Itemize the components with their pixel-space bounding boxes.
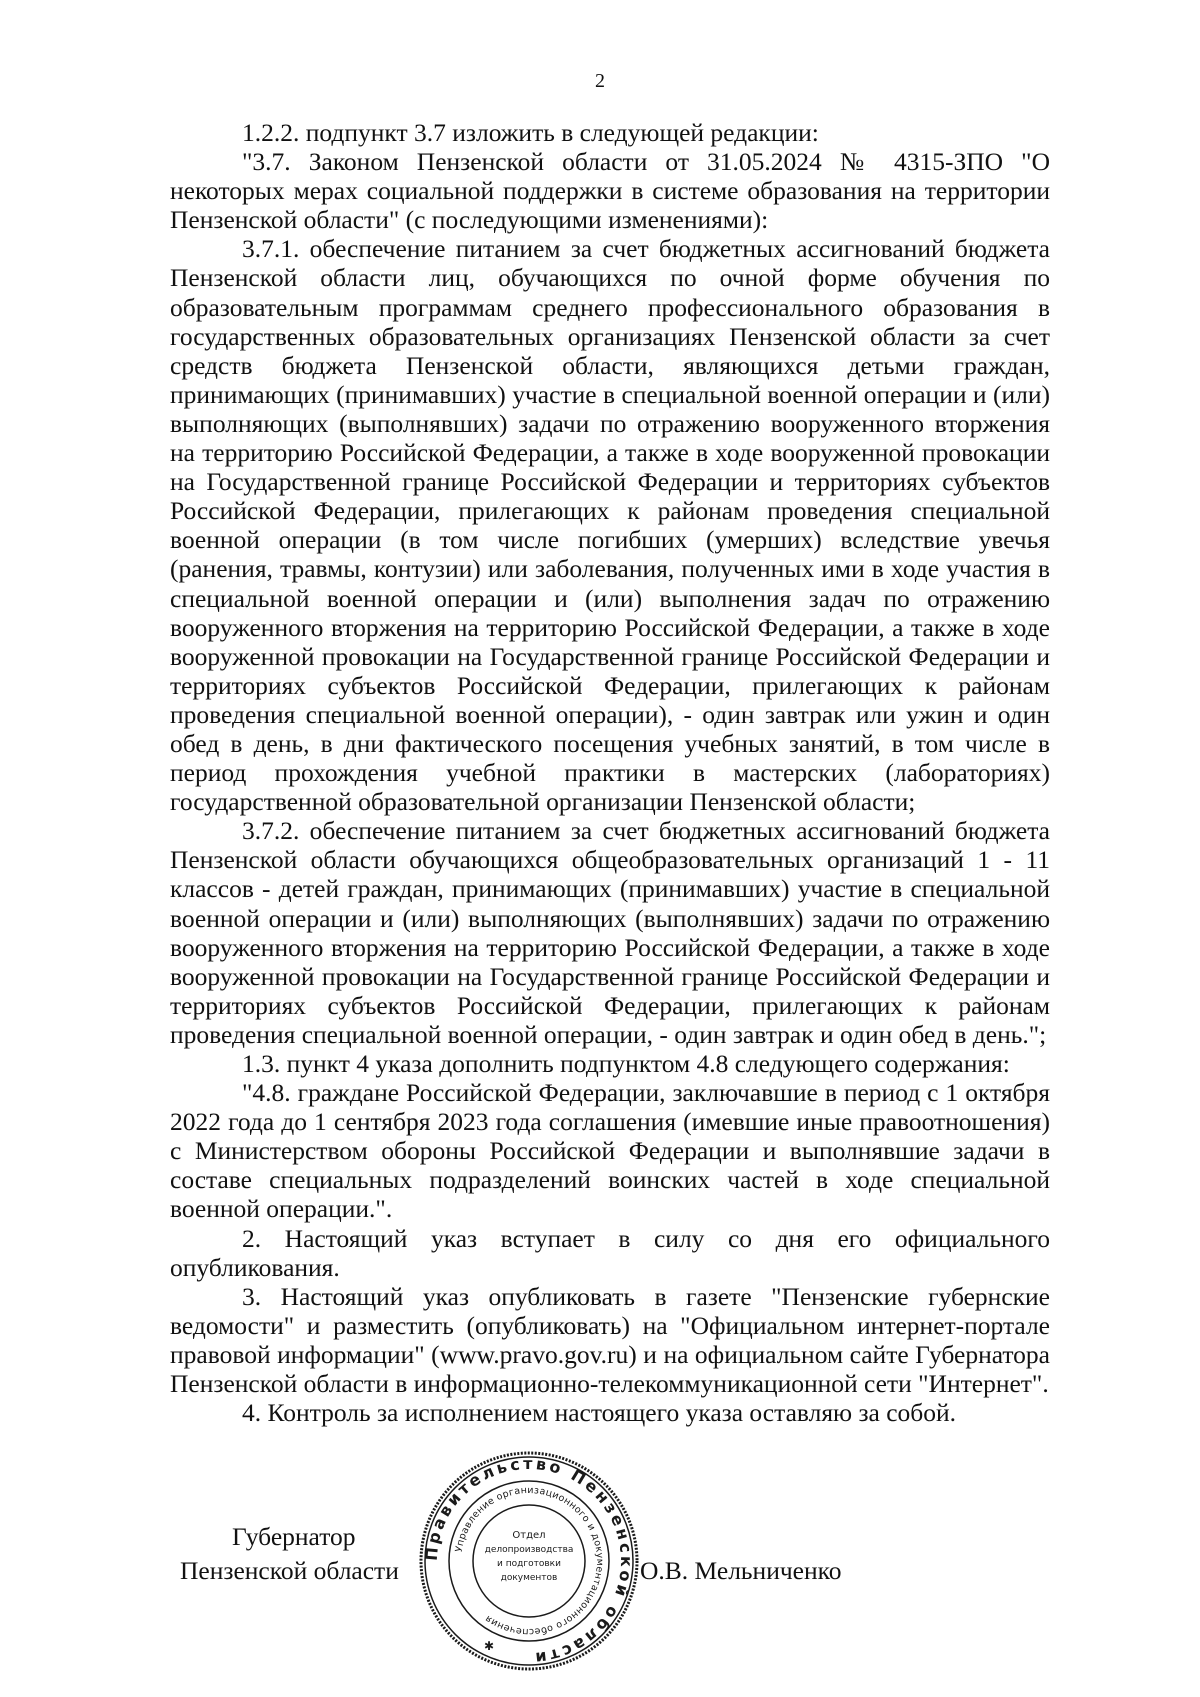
paragraph-1-2-2: 1.2.2. подпункт 3.7 изложить в следующей редакции: bbox=[242, 118, 819, 147]
stamp-star-icon: ✱ bbox=[484, 1639, 495, 1653]
paragraph-3: 3. Настоящий указ опубликовать в газете "Пензенские губернские ведомости" и разместить (опубликовать) на "Официальном интернет-портале правовой информации" (www.pravo.gov.ru) и на официальном сайте Губернатора Пензенской области в информационно-телекоммуникационной сети "Интернет". bbox=[170, 1281, 1050, 1399]
paragraph-3-7-2: 3.7.2. обеспечение питанием за счет бюджетных ассигнований бюджета Пензенской области обучающихся общеобразовательных организаций 1 - 11 классов - детей граждан, принимающих (принимавших) участие в специальной военной операции и (или) выполняющих (выполнявших) задачи по отражению вооруженного вторжения на территорию Российской Федерации, а также в ходе вооруженной провокации на Государственной границе Российской Федерации и территориях субъектов Российской Федерации, прилегающих к районам проведения специальной военной операции, - один завтрак и один обед в день."; bbox=[170, 816, 1050, 1049]
paragraph-3-7-1: 3.7.1. обеспечение питанием за счет бюджетных ассигнований бюджета Пензенской области лиц, обучающихся по очной форме обучения по образовательным программам среднего профессионального образования в государственных образовательных организациях Пензенской области за счет средств бюджета Пензенской области, являющихся детьми граждан, принимающих (принимавших) участие в специальной военной операции и (или) выполняющих (выполнявших) задачи по отражению вооруженного вторжения на территорию Российской Федерации, а также в ходе вооруженной провокации на Государственной границе Российской Федерации и территориях субъектов Российской Федерации, прилегающих к районам проведения специальной военной операции (в том числе погибших (умерших) вследствие увечья (ранения, травмы, контузии) или заболевания, полученных ими в ходе участия в специальной военной операции и (или) выполнения задач по отражению вооруженного вторжения на территорию Российской Федерации, а также в ходе вооруженной провокации на Государственной границе Российской Федерации и территориях субъектов Российской Федерации, прилегающих к районам проведения специальной военной операции), - один завтрак или ужин и один обед в день, в дни фактического посещения учебных занятий, в том числе в период прохождения учебной практики в мастерских (лабораториях) государственной образовательной организации Пензенской области; bbox=[170, 234, 1050, 817]
signatory-name: О.В. Мельниченко bbox=[640, 1556, 842, 1585]
document-body bbox=[170, 118, 1050, 1427]
stamp-outer-text: Правительство Пензенской области bbox=[421, 1453, 637, 1669]
signatory-title: Губернатор bbox=[232, 1522, 356, 1551]
paragraph-4: 4. Контроль за исполнением настоящего указа оставляю за собой. bbox=[242, 1398, 957, 1428]
stamp-center-line-1: Отдел bbox=[512, 1530, 546, 1541]
signatory-region: Пензенской области bbox=[180, 1556, 399, 1585]
paragraph-4-8: "4.8. граждане Российской Федерации, заключавшие в период с 1 октября 2022 года до 1 сентября 2023 года соглашения (имевшие иные правоотношения) с Министерством обороны Российской Федерации и выполнявшие задачи в составе специальных подразделений воинских частей в ходе специальной военной операции.". bbox=[170, 1078, 1050, 1224]
paragraph-1-3: 1.3. пункт 4 указа дополнить подпунктом 4.8 следующего содержания: bbox=[242, 1049, 1010, 1078]
stamp-center-line-4: документов bbox=[500, 1573, 558, 1583]
stamp-center-line-2: делопроизводства bbox=[484, 1545, 574, 1555]
official-seal-stamp bbox=[418, 1450, 640, 1672]
page-number: 2 bbox=[595, 70, 605, 92]
paragraph-2: 2. Настоящий указ вступает в силу со дня его официального опубликования. bbox=[170, 1223, 1050, 1282]
stamp-center-line-3: и подготовки bbox=[497, 1559, 561, 1569]
paragraph-3-7: "3.7. Законом Пензенской области от 31.05.2024 № 4315-ЗПО "О некоторых мерах социальной поддержки в системе образования на территории Пензенской области" (с последующими изменениями): bbox=[170, 147, 1050, 235]
stamp-inner-text: Управление организационного и документационного обеспечения bbox=[453, 1484, 606, 1638]
